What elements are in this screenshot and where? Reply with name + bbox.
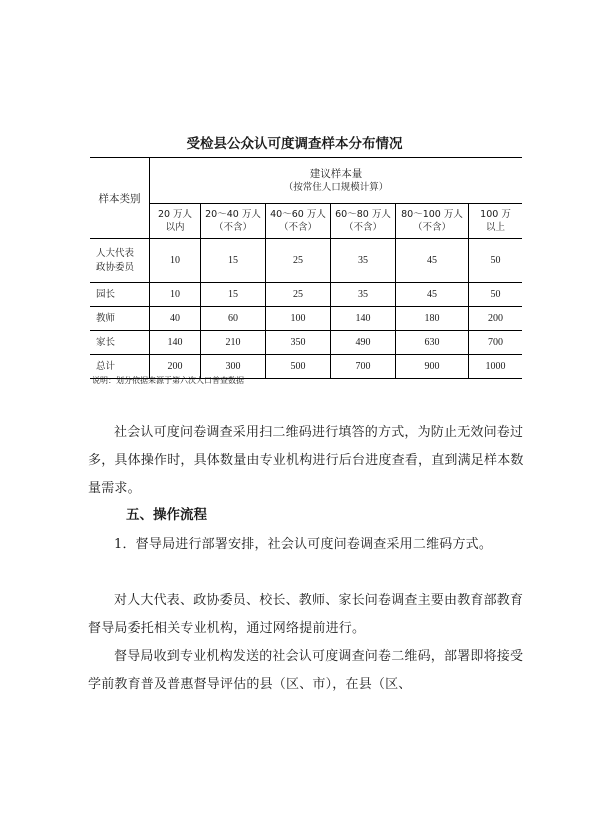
table-cell: 900	[396, 355, 469, 379]
column-header-line2: （不含）	[213, 222, 252, 233]
table-cell: 100	[266, 307, 331, 331]
table-title: 受检县公众认可度调查样本分布情况	[186, 136, 403, 152]
table-cell: 25	[266, 283, 331, 307]
table-cell: 140	[331, 307, 396, 331]
table-cell: 490	[331, 331, 396, 355]
column-header-line1: 80～100 万人	[401, 209, 463, 220]
table-cell: 210	[201, 331, 266, 355]
step1-detail-paragraph: 对人大代表、政协委员、校长、教师、家长问卷调查主要由教育部教育督导局委托相关专业机构，通过网络提前进行。	[88, 593, 524, 636]
column-header-line2: （不含）	[278, 222, 317, 233]
table-row	[90, 307, 522, 331]
column-header	[266, 204, 331, 239]
column-header	[201, 204, 266, 239]
category-column-header: 样本类别	[90, 158, 150, 239]
column-header	[150, 204, 201, 239]
table-cell: 10	[150, 239, 201, 283]
column-header-line2: （不含）	[343, 222, 382, 233]
table-cell: 45	[396, 239, 469, 283]
table-cell: 35	[331, 239, 396, 283]
column-header-line1: 20～40 万人	[205, 209, 261, 220]
row-category: 园长	[90, 283, 150, 307]
column-header-line1: 100 万	[480, 209, 511, 220]
table-cell: 15	[201, 283, 266, 307]
step2-paragraph: 督导局收到专业机构发送的社会认可度调查问卷二维码，部署即将接受学前教育普及普惠督导评估的县（区、市），在县（区、	[88, 649, 524, 692]
column-header-line2: 以内	[165, 222, 185, 233]
table-row	[90, 283, 522, 307]
group-header-line2: （按常住人口规模计算）	[283, 181, 389, 193]
table-cell: 10	[150, 283, 201, 307]
table-cell: 500	[266, 355, 331, 379]
row-category: 教师	[90, 307, 150, 331]
table-cell: 15	[201, 239, 266, 283]
table-row	[90, 239, 522, 283]
row-category: 家长	[90, 331, 150, 355]
group-header-line1: 建议样本量	[309, 167, 363, 180]
table-header-row-2	[90, 204, 522, 239]
table-cell: 200	[469, 307, 523, 331]
row-category: 总计	[90, 355, 150, 379]
sample-size-group-header	[150, 158, 523, 204]
column-header-line2: 以上	[485, 222, 505, 233]
survey-method-paragraph: 社会认可度问卷调查采用扫二维码进行填答的方式，为防止无效问卷过多，具体操作时，具体数量由专业机构进行后台进度查看，直到满足样本数量需求。	[88, 425, 524, 496]
column-header	[331, 204, 396, 239]
table-cell: 50	[469, 239, 523, 283]
sample-distribution-table	[90, 157, 522, 379]
table-cell: 350	[266, 331, 331, 355]
row-category-line1: 人大代表	[96, 247, 135, 259]
table-cell: 700	[469, 331, 523, 355]
table-row	[90, 331, 522, 355]
table-cell: 35	[331, 283, 396, 307]
table-cell: 700	[331, 355, 396, 379]
column-header-line1: 20 万人	[157, 209, 193, 220]
table-cell: 60	[201, 307, 266, 331]
column-header-line2: （不含）	[412, 222, 451, 233]
table-cell: 140	[150, 331, 201, 355]
table-note: 说明：划分依据来源于第六次人口普查数据	[92, 376, 244, 385]
column-header-line1: 40～60 万人	[270, 209, 326, 220]
table-cell: 200	[150, 355, 201, 379]
row-category-line2: 政协委员	[96, 261, 135, 273]
row-category	[90, 239, 150, 283]
section-heading: 五、操作流程	[126, 507, 207, 523]
table-cell: 1000	[469, 355, 523, 379]
table-cell: 180	[396, 307, 469, 331]
table-cell: 25	[266, 239, 331, 283]
table-cell: 40	[150, 307, 201, 331]
table-header-row-1	[90, 158, 522, 204]
step1-paragraph: 1．督导局进行部署安排，社会认可度问卷调查采用二维码方式。	[114, 537, 493, 552]
table-cell: 630	[396, 331, 469, 355]
table-cell: 300	[201, 355, 266, 379]
table-cell: 50	[469, 283, 523, 307]
table-cell: 45	[396, 283, 469, 307]
column-header	[469, 204, 523, 239]
column-header-line1: 60～80 万人	[335, 209, 391, 220]
column-header	[396, 204, 469, 239]
